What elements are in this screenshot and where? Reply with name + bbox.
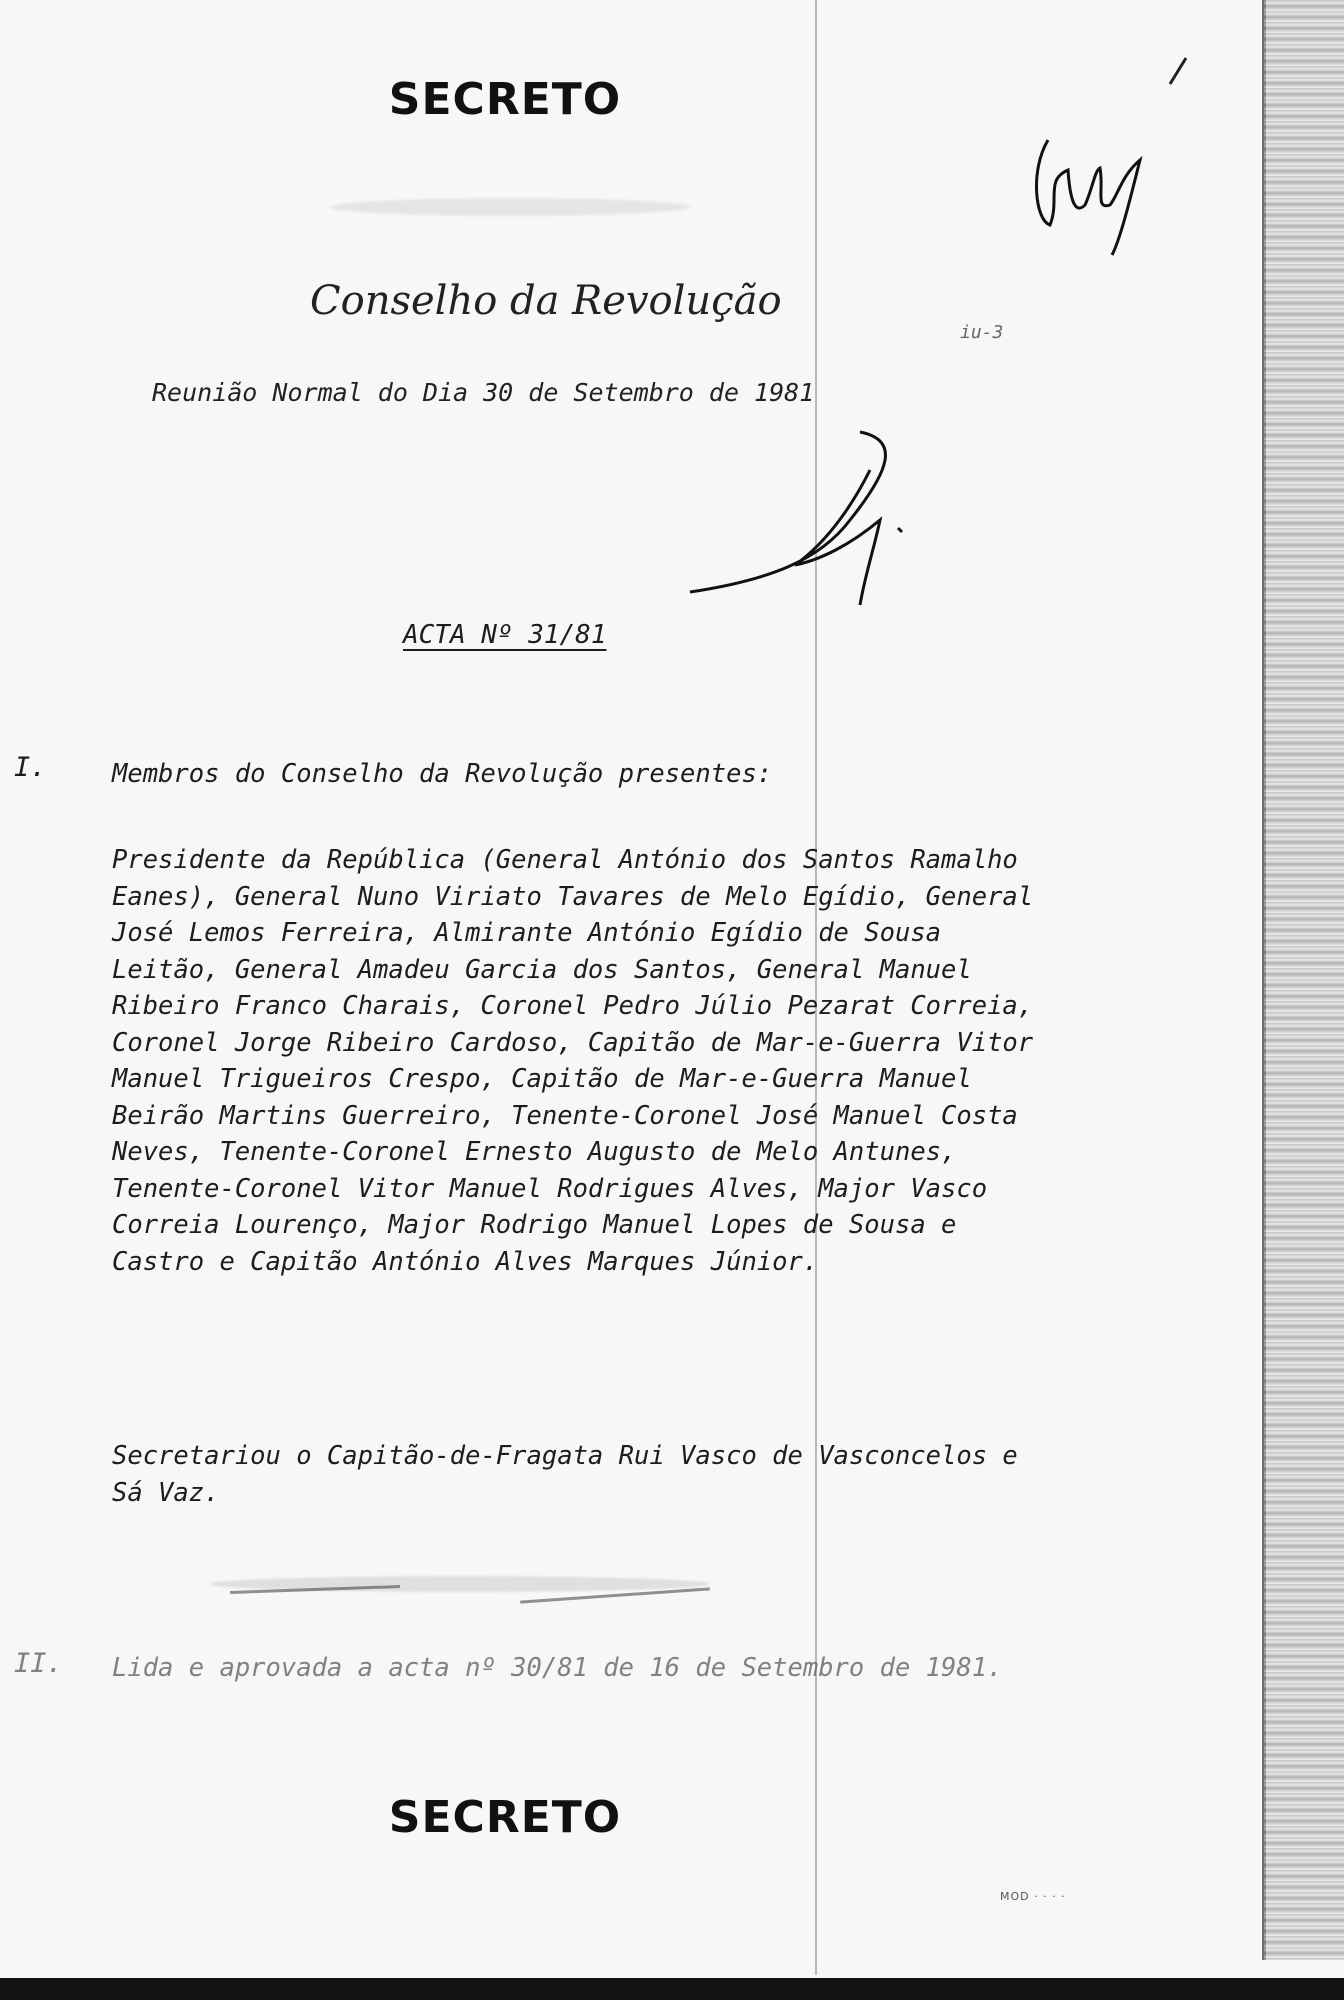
section-heading: Membros do Conselho da Revolução presentes: <box>112 759 773 789</box>
classification-stamp-bottom: SECRETO <box>388 1792 622 1843</box>
form-reference-mark: MOD · · · · <box>1000 1890 1066 1903</box>
section-number: II. <box>14 1648 63 1679</box>
section-number: I. <box>14 752 47 783</box>
check-mark <box>1170 58 1186 84</box>
acta-number: ACTA Nº 31/81 <box>403 620 607 650</box>
classification-stamp-top: SECRETO <box>388 74 622 125</box>
marginal-note: iu-3 <box>960 322 1004 343</box>
signature <box>690 432 902 605</box>
meeting-date-line: Reunião Normal do Dia 30 de Setembro de 1981 <box>152 378 815 407</box>
approval-paragraph: Lida e aprovada a acta nº 30/81 de 16 de Setembro de 1981. <box>112 1653 1003 1683</box>
initials-signature <box>1036 140 1140 255</box>
secretary-paragraph: Secretariou o Capitão-de-Fragata Rui Vasco de Vasconcelos e Sá Vaz. <box>112 1441 1018 1508</box>
institution-heading: Conselho da Revolução <box>310 278 782 324</box>
attendees-paragraph: Presidente da República (General António dos Santos Ramalho Eanes), General Nuno Viriato Tavares de Melo Egídio, General José Lemos Ferreira, Almirante António Egídio de Sousa Leitão, General Amadeu Garcia dos Santos, General Manuel Ribeiro Franco Charais, Coronel Pedro Júlio Pezarat Correia, Coronel Jorge Ribeiro Cardoso, Capitão de Mar-e-Guerra Vitor Manuel Trigueiros Crespo, Capitão de Mar-e-Guerra Manuel Beirão Martins Guerreiro, Tenente-Coronel José Manuel Costa Neves, Tenente-Coronel Ernesto Augusto de Melo Antunes, Tenente-Coronel Vitor Manuel Rodrigues Alves, Major Vasco Correia Lourenço, Major Rodrigo Manuel Lopes de Sousa e Castro e Capitão António Alves Marques Júnior. <box>112 845 1034 1277</box>
